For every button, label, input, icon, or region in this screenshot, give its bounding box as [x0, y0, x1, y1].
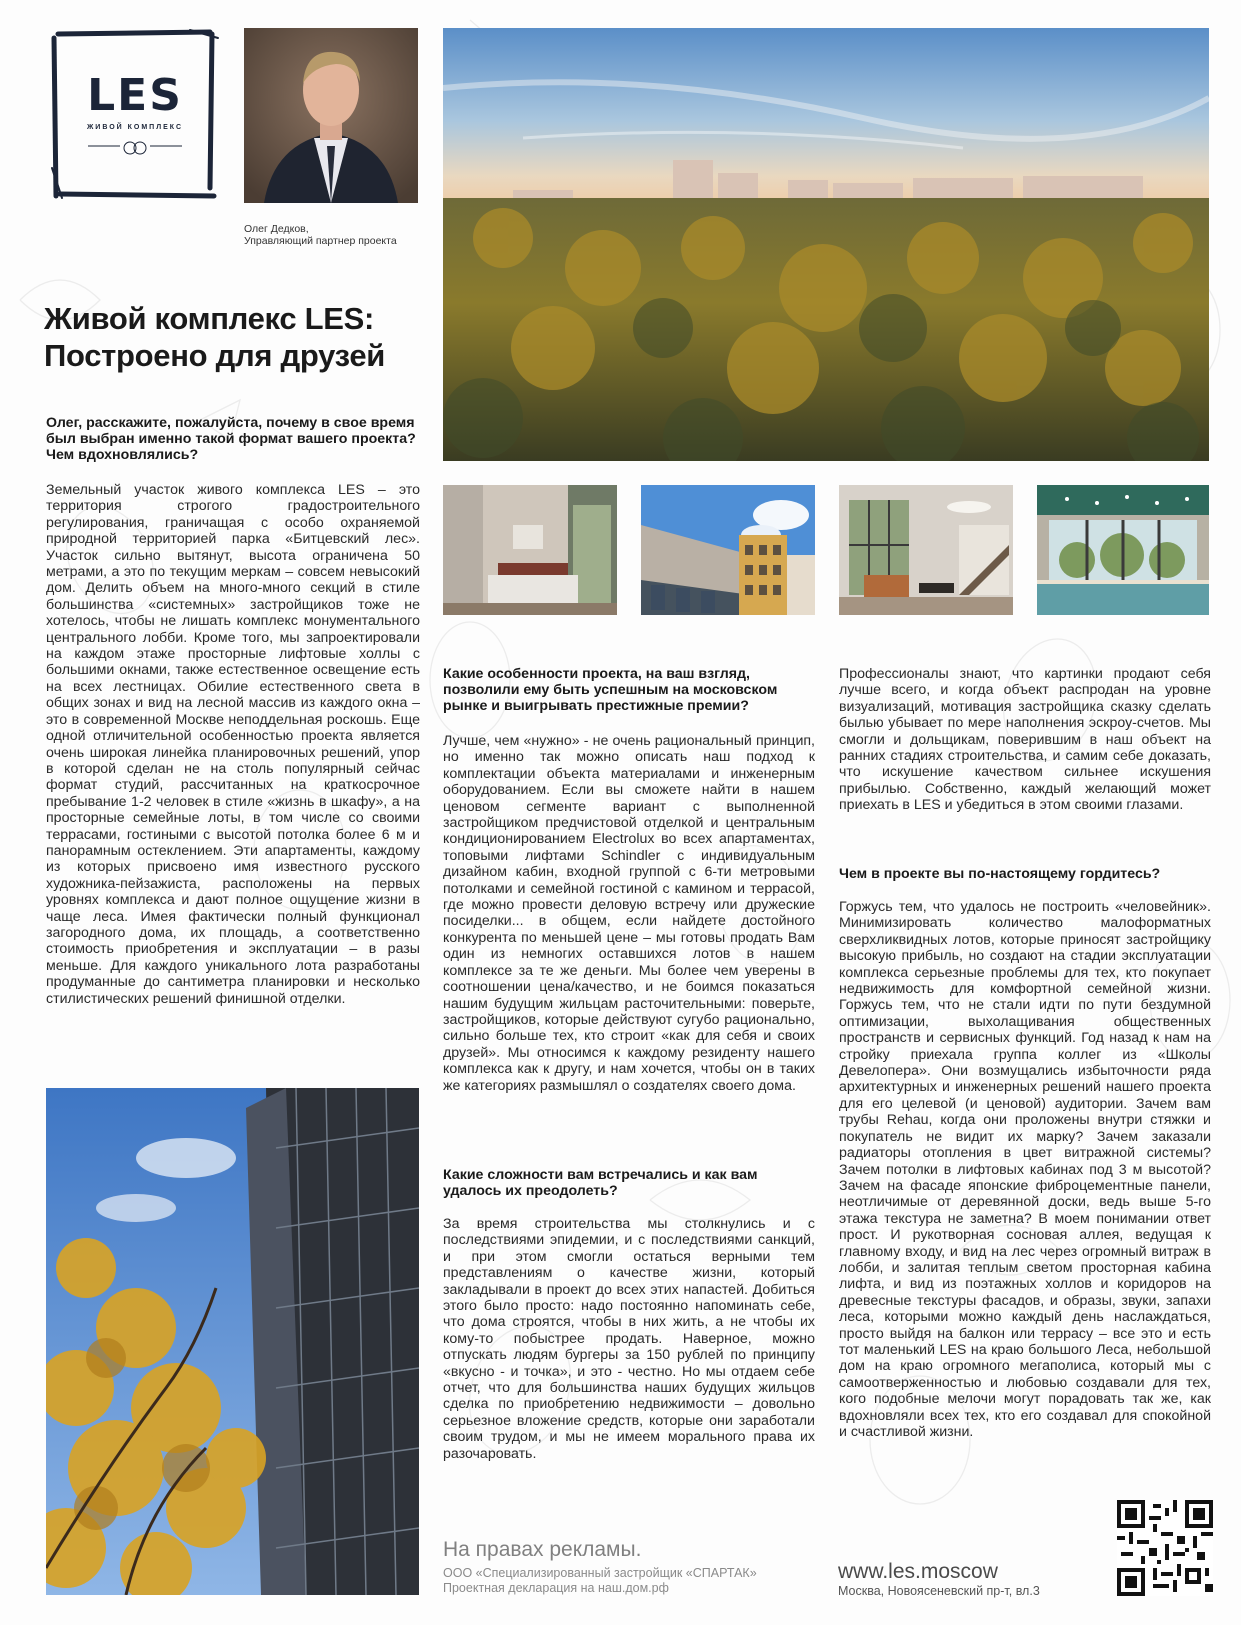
address: Москва, Новоясеневский пр-т, вл.3 [838, 1584, 1040, 1598]
website-link[interactable]: www.les.moscow [838, 1560, 998, 1583]
legal-info [443, 1566, 823, 1596]
forest-landscape-photo [443, 28, 1209, 461]
bedroom-photo [443, 485, 617, 615]
qr-code[interactable] [1117, 1500, 1213, 1596]
living-room-photo [839, 485, 1013, 615]
portrait-caption [244, 223, 444, 247]
question-5: Чем в проекте вы по-настоящему гордитесь? [839, 866, 1161, 882]
pool-photo [1037, 485, 1209, 615]
logo-text: LES [87, 70, 183, 121]
answer-1: Земельный участок живого комплекса LES – это территория строгого градостроительного регулирования, граничащая с особо охраняемой природной территорией парка «Битцевский лес». Участок сильно вытянут, высота ограничена 50 метрами, а это по текущим меркам – совсем невысокий дом. Делить объем на много-много секций в стиле большинства «системных» застройщиков тоже не хотелось, чтобы не лишать комплекс монументального центрального лобби. Кроме того, мы запроектировали на каждом этаже просторные лифтовые холлы с большими окнами, также естественное освещение есть на всех лестницах. Обилие естественного света в общих зонах и вид на лесной массив из каждого окна – это в современной Москве неподдельная роскошь. Еще одной отличительной особенностью проекта является очень широкая линейка планировочных решений, упор в которой сделан не на столь популярный сейчас формат студий, рассчитанных на краткосрочное пребывание 1-2 человек в стиле «жизнь в шкафу», а на просторные семейные лоты, в том числе со своими террасами, гостиными с высотой потолка более 6 м и панорамным остеклением. Эти апартаменты, каждому из которых присвоено имя известного русского художника-пейзажиста, расположены на первых уровнях комплекса и дают полное ощущение жизни в чаще леса. Имея фактически полный функционал загородного дома, их площадь, а соответственно стоимость приобретения и эксплуатации – в разы меньше. Для каждого уникального лота разработаны продуманные до сантиметра планировки и несколько стилистических решений финишной отделки. [46, 482, 420, 1007]
answer-3: За время строительства мы столкнулись и с последствиями эпидемии, и с последствиями санкций, и при этом смогли остаться верными тем представлениям о качестве жизни, который закладывали в проект до всех этих напастей. Добиться этого было просто: надо постоянно напоминать себе, что дома строятся, чтобы в них жить, а не чтобы их кому-то побыстрее продать. Наверное, можно отпускать людям бургеры за 150 рублей по принципу «вкусно - и точка», и это - честно. Но мы отдаем себе отчет, что для большинства наших будущих жильцов сделка по приобретению недвижимости – довольно серьезное вложение средств, которые они заработали своим трудом, и мы не имеем морального права их разочаровать. [443, 1216, 815, 1462]
question-3: Какие сложности вам встречались и как вам удалось их преодолеть? [443, 1167, 758, 1199]
question-2: Какие особенности проекта, на ваш взгляд, позволили ему быть успешным на московском рынке и выигрывать престижные премии? [443, 666, 778, 714]
caption-name: Олег Дедков, [244, 223, 309, 235]
building-autumn-photo [46, 1088, 419, 1595]
question-1: Олег, расскажите, пожалуйста, почему в свое время был выбран именно такой формат вашего проекта? Чем вдохновлялись? [46, 415, 416, 463]
title-line-1: Живой комплекс LES: [44, 301, 375, 336]
caption-role: Управляющий партнер проекта [244, 235, 397, 247]
answer-2: Лучше, чем «нужно» - не очень рациональный принцип, но именно так можно описать наш подход к комплектации объекта материалами и инженерным оборудованием. Если вы сможете найти в нашем ценовом сегменте вариант с выполненной застройщиком предчистовой отделкой и центральным кондиционированием Electrolux во всех апартаментах, топовыми лифтами Schindler с индивидуальным дизайном кабин, входной группой с 6-ти метровыми потолками и семейной гостиной с камином и террасой, где можно провести деловую встречу или дружеские посиделки... в общем, если найдете достойного конкурента по меньшей цене – мы готовы продать Вам один из немногих оставшихся лотов в нашем комплексе за те же деньги. Мы более чем уверены в соотношении цена/качество, и не боимся показаться нашим будущим жильцам расточительными: поверьте, застройщиков, которые действуют сугубо рационально, сильно больше тех, кто строит «как для себя и своих друзей». Мы относимся к каждому резиденту нашего комплекса как к другу, и нам хочется, чтобы он в таких же категориях размышлял о создателях своего дома. [443, 733, 815, 1094]
logo-subtitle: ЖИВОЙ КОМПЛЕКС [86, 124, 184, 131]
project-declaration: Проектная декларация на наш.дом.рф [443, 1581, 669, 1595]
company-name: ООО «Специализированный застройщик «СПАРТАК» [443, 1566, 757, 1580]
ad-label: На правах рекламы. [443, 1538, 642, 1561]
page-title [44, 300, 424, 374]
answer-4: Профессионалы знают, что картинки продают себя лучше всего, и когда объект распродан на уровне визуализаций, мотивация застройщика сказку сделать былью убывает по мере наполнения эскроу-счетов. Мы смогли и дольщикам, поверившим в наш объект на ранних стадиях строительства, и самим себе доказать, что искушение качеством сильнее искушения прибылью. Собственно, каждый желающий может приехать в LES и убедиться в этом своими глазами. [839, 666, 1211, 814]
portrait-photo [244, 28, 418, 203]
facade-photo [641, 485, 815, 615]
title-line-2: Построено для друзей [44, 338, 386, 373]
answer-5: Горжусь тем, что удалось не построить «человейник». Минимизировать количество малоформатных сверхликвидных лотов, которые приносят застройщику высокую прибыль, но создают на стадии эксплуатации комплекса серьезные проблемы для тех, кто покупает недвижимость для комфортной семейной жизни. Горжусь тем, что не стали идти по пути бездумной оптимизации, выхолащивания общественных пространств и сервисных функций. Год назад к нам на стройку приехала группа коллег из «Школы Девелопера». Они возмущались избыточности ряда архитектурных и инженерных решений нашего проекта для его целевой (и ценовой) аудитории. Зачем вам трубы Rehau, когда они проложены внутри стяжки и покупатель не видит их марку? Зачем заказали радиаторы отопления в цвет витражной системы? Зачем потолки в лифтовых кабинах под 3 м высотой? Зачем на фасаде японские фиброцементные панели, неотличимые от деревянной доски, ведь выше 5-го этажа текстура не заметна? В моем понимании ответ прост. И рукотворная сосновая аллея, ведущая к главному входу, и вид на лес через огромный витраж в лобби, и залитая теплым светом просторная кабина лифта, и вид из поэтажных холлов и коридоров на древесные текстуры фасадов, и образы, звуки, запахи леса, которыми можно каждый день наслаждаться, просто выйдя на балкон или террасу – все это и есть тот маленький LES на краю большого Леса, небольшой дом на краю огромного мегаполиса, который мы с самоотверженностью и любовью создавали для тех, кого подобные мелочи могут порадовать так же, как вдохновляли всех тех, кто его создавал для спокойной и счастливой жизни. [839, 899, 1211, 1440]
les-logo [50, 28, 220, 200]
